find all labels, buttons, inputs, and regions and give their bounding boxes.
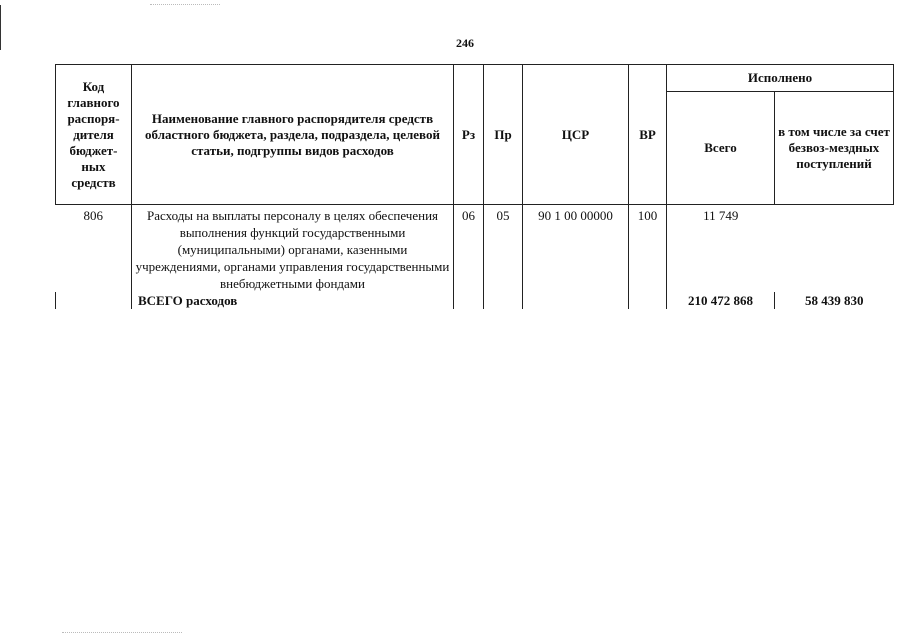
- row-gratuitous: [775, 205, 894, 293]
- row-csr: 90 1 00 00000: [523, 205, 629, 293]
- header-code: Код главного распоря-дителя бюджет-ных средств: [56, 65, 132, 205]
- grand-total-value: 210 472 868: [667, 292, 775, 309]
- header-vr: ВР: [629, 65, 667, 205]
- row-pr: 05: [484, 205, 523, 293]
- row-vr: 100: [629, 205, 667, 293]
- page-number: 246: [456, 36, 474, 50]
- grand-total-row: [56, 292, 894, 309]
- header-csr: ЦСР: [523, 65, 629, 205]
- expenditure-table: [55, 64, 894, 309]
- header-pr: Пр: [484, 65, 523, 205]
- header-total: Всего: [667, 92, 775, 205]
- header-rz: Рз: [454, 65, 484, 205]
- table-row: [56, 205, 894, 293]
- grand-total-label: ВСЕГО расходов: [132, 292, 454, 309]
- scan-footer-marks: [62, 632, 182, 637]
- scan-noise: [150, 4, 220, 15]
- grand-total-gratuitous: 58 439 830: [775, 292, 894, 309]
- header-executed: Исполнено: [667, 65, 894, 92]
- header-gratuitous: в том числе за счет безвоз-мездных поступлений: [775, 92, 894, 205]
- row-total: 11 749: [667, 205, 775, 293]
- row-code: 806: [83, 208, 103, 223]
- row-name: Расходы на выплаты персоналу в целях обеспечения выполнения функций государственными (муниципальными) органами, казенными учреждениями, органами управления государственными внебюджетными фондами: [132, 205, 454, 293]
- row-rz: 06: [454, 205, 484, 293]
- header-name: Наименование главного распорядителя средств областного бюджета, раздела, подраздела, целевой статьи, подгруппы видов расходов: [132, 65, 454, 205]
